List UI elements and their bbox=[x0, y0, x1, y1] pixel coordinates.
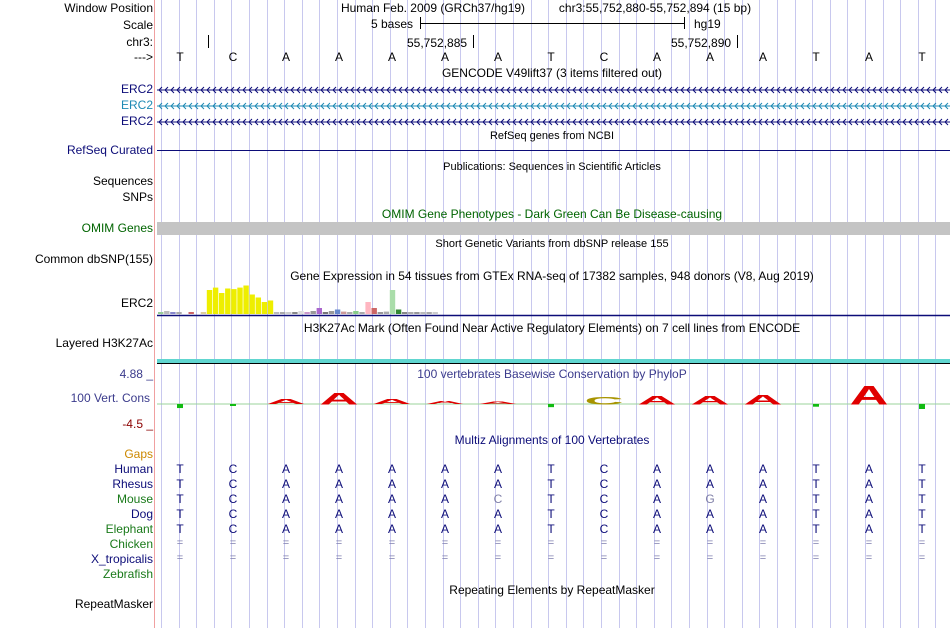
alignment-base: A bbox=[864, 522, 873, 536]
dbsnp-label[interactable]: Common dbSNP(155) bbox=[34, 252, 153, 266]
gtex-tissue-bar[interactable] bbox=[201, 312, 206, 314]
alignment-base: = bbox=[282, 552, 290, 564]
reference-base: T bbox=[812, 50, 820, 64]
gtex-tissue-bar[interactable] bbox=[414, 312, 419, 314]
alignment-base: = bbox=[176, 537, 184, 549]
alignment-base: = bbox=[388, 552, 396, 564]
gtex-tissue-bar[interactable] bbox=[158, 312, 163, 314]
gtex-tissue-bar[interactable] bbox=[256, 298, 261, 315]
gencode-title[interactable]: GENCODE V49lift37 (3 items filtered out) bbox=[441, 66, 663, 80]
gtex-tissue-bar[interactable] bbox=[225, 289, 230, 315]
alignment-base: A bbox=[440, 507, 449, 521]
gtex-tissue-bar[interactable] bbox=[286, 312, 291, 314]
gtex-tissue-bar[interactable] bbox=[384, 312, 389, 314]
alignment-base: = bbox=[865, 537, 873, 549]
omim-feature[interactable] bbox=[157, 222, 950, 235]
gtex-tissue-bar[interactable] bbox=[372, 308, 377, 314]
alignment-base: A bbox=[652, 462, 661, 476]
gtex-tissue-bar[interactable] bbox=[231, 289, 236, 314]
alignment-base: T bbox=[176, 477, 184, 491]
alignment-base: C bbox=[228, 507, 238, 521]
refseq-title[interactable]: RefSeq genes from NCBI bbox=[489, 130, 615, 142]
scale-bar-right bbox=[684, 17, 685, 29]
alignment-base: T bbox=[812, 462, 820, 476]
reference-base: A bbox=[281, 50, 290, 64]
alignment-base: = bbox=[282, 537, 290, 549]
publications-title[interactable]: Publications: Sequences in Scientific Articles bbox=[443, 161, 661, 173]
alignment-base: A bbox=[493, 462, 502, 476]
alignment-base: A bbox=[387, 507, 396, 521]
phylop-title[interactable]: 100 vertebrates Basewise Conservation by PhyloP bbox=[417, 367, 687, 381]
alignment-base: = bbox=[918, 537, 926, 549]
alignment-base: A bbox=[705, 477, 714, 491]
alignment-base: A bbox=[758, 492, 767, 506]
alignment-base: C bbox=[228, 477, 238, 491]
alignment-base: A bbox=[334, 507, 343, 521]
alignment-base: = bbox=[229, 552, 237, 564]
gtex-tissue-bar[interactable] bbox=[341, 312, 346, 314]
alignment-base: T bbox=[176, 507, 184, 521]
alignment-base: A bbox=[652, 507, 661, 521]
gtex-tissue-bar[interactable] bbox=[292, 312, 297, 314]
alignment-base: A bbox=[758, 477, 767, 491]
h3k27ac-label[interactable]: Layered H3K27Ac bbox=[55, 336, 153, 350]
phylop-logo-letter: A bbox=[425, 400, 465, 406]
alignment-base: A bbox=[864, 507, 873, 521]
gencode-transcript-line[interactable] bbox=[157, 102, 950, 110]
alignment-base: = bbox=[918, 552, 926, 564]
alignment-base: A bbox=[758, 522, 767, 536]
gtex-tissue-bar[interactable] bbox=[268, 301, 273, 315]
reference-base: A bbox=[705, 50, 714, 64]
alignment-base: A bbox=[387, 522, 396, 536]
reference-base: C bbox=[599, 50, 609, 64]
reference-base: A bbox=[440, 50, 449, 64]
alignment-base: = bbox=[706, 537, 714, 549]
gtex-tissue-bar[interactable] bbox=[250, 295, 255, 315]
alignment-base: = bbox=[706, 552, 714, 564]
alignment-base: A bbox=[440, 462, 449, 476]
gtex-tissue-bar[interactable] bbox=[237, 288, 242, 314]
phylop-logo[interactable] bbox=[157, 380, 950, 414]
alignment-base: T bbox=[547, 477, 555, 491]
gtex-tissue-bar[interactable] bbox=[329, 311, 334, 314]
gtex-tissue-bar[interactable] bbox=[170, 312, 175, 314]
alignment-base: A bbox=[493, 507, 502, 521]
snps-label[interactable]: SNPs bbox=[122, 190, 153, 204]
alignment-base: A bbox=[705, 522, 714, 536]
alignment-base: A bbox=[334, 522, 343, 536]
phylop-logo-letter: A bbox=[637, 394, 677, 407]
refseq-gene-line[interactable] bbox=[157, 150, 950, 151]
alignment-base: C bbox=[599, 522, 609, 536]
phylop-min-label: -4.5 _ bbox=[122, 417, 153, 431]
alignment-base: A bbox=[652, 522, 661, 536]
phylop-logo-letter: C bbox=[584, 394, 624, 407]
alignment-base: A bbox=[281, 507, 290, 521]
alignment-base: T bbox=[918, 477, 926, 491]
alignment-base: = bbox=[653, 552, 661, 564]
reference-base: A bbox=[334, 50, 343, 64]
gencode-transcript-label[interactable]: ERC2 bbox=[120, 114, 153, 128]
reference-base: A bbox=[864, 50, 873, 64]
reference-base: A bbox=[387, 50, 396, 64]
alignment-base: = bbox=[759, 537, 767, 549]
phylop-logo-letter: A bbox=[690, 394, 730, 407]
assembly-name: Human Feb. 2009 (GRCh37/hg19) bbox=[340, 1, 526, 15]
alignment-base: T bbox=[918, 522, 926, 536]
phylop-max-label: 4.88 _ bbox=[119, 367, 153, 381]
phylop-logo-letter: A bbox=[849, 380, 889, 411]
gtex-tissue-bar[interactable] bbox=[280, 312, 285, 314]
alignment-base: = bbox=[494, 552, 502, 564]
alignment-base: A bbox=[281, 462, 290, 476]
alignment-base: A bbox=[864, 462, 873, 476]
alignment-base: C bbox=[228, 462, 238, 476]
gtex-tissue-bar[interactable] bbox=[402, 312, 407, 314]
dbsnp-title[interactable]: Short Genetic Variants from dbSNP release 155 bbox=[435, 238, 669, 250]
alignment-base: = bbox=[388, 537, 396, 549]
gtex-bar-chart[interactable] bbox=[157, 284, 950, 318]
alignment-base: T bbox=[812, 477, 820, 491]
scale-text: 5 bases bbox=[371, 17, 414, 31]
alignment-base: T bbox=[918, 462, 926, 476]
alignment-base: A bbox=[334, 477, 343, 491]
phylop-negative-bar bbox=[230, 404, 236, 406]
alignment-base: = bbox=[176, 552, 184, 564]
gtex-tissue-bar[interactable] bbox=[353, 311, 358, 314]
gtex-tissue-bar[interactable] bbox=[317, 308, 322, 314]
alignment-base: = bbox=[441, 552, 449, 564]
reference-base: A bbox=[758, 50, 767, 64]
gtex-tissue-bar[interactable] bbox=[420, 312, 425, 314]
species-label[interactable]: Chicken bbox=[109, 537, 153, 551]
alignment-base: C bbox=[228, 522, 238, 536]
species-label[interactable]: Mouse bbox=[116, 492, 153, 506]
alignment-base: T bbox=[547, 492, 555, 506]
reference-base: A bbox=[493, 50, 502, 64]
alignment-base: = bbox=[547, 552, 555, 564]
alignment-base: T bbox=[812, 492, 820, 506]
phylop-negative-bar bbox=[813, 404, 819, 407]
reference-base: C bbox=[228, 50, 238, 64]
species-label[interactable]: Rhesus bbox=[112, 477, 153, 491]
gtex-tissue-bar[interactable] bbox=[359, 312, 364, 314]
phylop-label[interactable]: 100 Vert. Cons bbox=[70, 391, 150, 405]
gencode-transcript-line[interactable] bbox=[157, 86, 950, 94]
omim-title[interactable]: OMIM Gene Phenotypes - Dark Green Can Be Disease-causing bbox=[381, 207, 723, 221]
phylop-negative-bar bbox=[548, 404, 554, 407]
gtex-tissue-bar[interactable] bbox=[396, 310, 401, 315]
gtex-tissue-bar[interactable] bbox=[408, 312, 413, 314]
gtex-tissue-bar[interactable] bbox=[304, 312, 309, 314]
gtex-tissue-bar[interactable] bbox=[335, 310, 340, 315]
alignment-base: C bbox=[599, 462, 609, 476]
phylop-logo-letter: A bbox=[266, 397, 306, 406]
scale-assembly: hg19 bbox=[694, 17, 721, 31]
alignment-base: = bbox=[441, 537, 449, 549]
alignment-base: C bbox=[599, 477, 609, 491]
coord-label-1: 55,752,885 bbox=[407, 36, 468, 50]
alignment-base: T bbox=[547, 522, 555, 536]
alignment-base: A bbox=[387, 492, 396, 506]
alignment-base: = bbox=[653, 537, 661, 549]
scale-label: Scale bbox=[122, 18, 153, 32]
h3k27ac-title[interactable]: H3K27Ac Mark (Often Found Near Active Regulatory Elements) on 7 cell lines from ENCODE bbox=[303, 321, 801, 335]
alignment-base: T bbox=[812, 522, 820, 536]
alignment-base: A bbox=[334, 492, 343, 506]
coord-tick bbox=[737, 35, 738, 48]
gtex-tissue-bar[interactable] bbox=[274, 312, 279, 314]
species-label[interactable]: Elephant bbox=[105, 522, 153, 536]
alignment-base: A bbox=[281, 522, 290, 536]
alignment-base: = bbox=[229, 537, 237, 549]
reference-base: T bbox=[918, 50, 926, 64]
alignment-base: A bbox=[493, 522, 502, 536]
multiz-title[interactable]: Multiz Alignments of 100 Vertebrates bbox=[454, 433, 650, 447]
gtex-tissue-bar[interactable] bbox=[323, 312, 328, 314]
gtex-tissue-bar[interactable] bbox=[426, 312, 431, 314]
alignment-base: T bbox=[176, 492, 184, 506]
alignment-base: A bbox=[652, 492, 661, 506]
alignment-base: T bbox=[547, 462, 555, 476]
gtex-tissue-bar[interactable] bbox=[164, 311, 169, 314]
alignment-base: T bbox=[547, 507, 555, 521]
repeatmasker-label[interactable]: RepeatMasker bbox=[74, 597, 153, 611]
gtex-tissue-bar[interactable] bbox=[365, 302, 370, 314]
side-label-separator bbox=[154, 0, 155, 628]
alignment-base: T bbox=[176, 462, 184, 476]
alignment-base: A bbox=[705, 462, 714, 476]
repeatmasker-title[interactable]: Repeating Elements by RepeatMasker bbox=[449, 583, 655, 597]
alignment-base: A bbox=[652, 477, 661, 491]
alignment-base: A bbox=[758, 507, 767, 521]
gtex-tissue-bar[interactable] bbox=[347, 312, 352, 314]
alignment-base: = bbox=[335, 552, 343, 564]
gtex-tissue-bar[interactable] bbox=[243, 286, 248, 315]
alignment-base: A bbox=[281, 477, 290, 491]
alignment-base: C bbox=[493, 492, 503, 506]
sequences-label[interactable]: Sequences bbox=[92, 174, 153, 188]
coord-label-2: 55,752,890 bbox=[671, 36, 732, 50]
species-label[interactable]: Dog bbox=[130, 507, 153, 521]
alignment-base: T bbox=[176, 522, 184, 536]
phylop-logo-letter: A bbox=[478, 401, 518, 405]
alignment-base: C bbox=[228, 492, 238, 506]
position-readout: chr3:55,752,880-55,752,894 (15 bp) bbox=[558, 1, 752, 15]
h3k27ac-baseline bbox=[157, 363, 950, 364]
alignment-base: T bbox=[812, 507, 820, 521]
gtex-title[interactable]: Gene Expression in 54 tissues from GTEx RNA-seq of 17382 samples, 948 donors (V8, Aug 2019) bbox=[290, 269, 814, 283]
alignment-base: A bbox=[440, 522, 449, 536]
alignment-base: = bbox=[812, 552, 820, 564]
alignment-base: A bbox=[440, 492, 449, 506]
gtex-tissue-bar[interactable] bbox=[213, 288, 218, 314]
phylop-negative-bar bbox=[919, 404, 925, 409]
alignment-base: A bbox=[281, 492, 290, 506]
coord-tick bbox=[473, 35, 474, 48]
alignment-base: A bbox=[864, 477, 873, 491]
alignment-base: T bbox=[918, 492, 926, 506]
coord-tick bbox=[208, 35, 209, 48]
alignment-base: = bbox=[759, 552, 767, 564]
gtex-tissue-bar[interactable] bbox=[298, 311, 303, 314]
alignment-base: A bbox=[387, 477, 396, 491]
gtex-tissue-bar[interactable] bbox=[390, 290, 395, 314]
refseq-label[interactable]: RefSeq Curated bbox=[66, 143, 153, 157]
strand-label: ---> bbox=[134, 50, 153, 64]
alignment-base: = bbox=[812, 537, 820, 549]
gencode-transcript-line[interactable] bbox=[157, 118, 950, 126]
alignment-base: = bbox=[494, 537, 502, 549]
alignment-base: G bbox=[705, 492, 715, 506]
gtex-tissue-bar[interactable] bbox=[189, 312, 194, 314]
phylop-negative-bar bbox=[177, 404, 183, 408]
alignment-base: A bbox=[705, 507, 714, 521]
alignment-base: A bbox=[493, 477, 502, 491]
species-label[interactable]: X_tropicalis bbox=[90, 552, 153, 566]
gaps-label[interactable]: Gaps bbox=[124, 447, 153, 461]
omim-label[interactable]: OMIM Genes bbox=[81, 221, 153, 235]
alignment-base: A bbox=[387, 462, 396, 476]
gtex-tissue-bar[interactable] bbox=[433, 312, 438, 314]
alignment-base: A bbox=[334, 462, 343, 476]
gencode-transcript-label[interactable]: ERC2 bbox=[120, 98, 153, 112]
alignment-base: = bbox=[600, 552, 608, 564]
gtex-tissue-bar[interactable] bbox=[207, 290, 212, 314]
gtex-tissue-bar[interactable] bbox=[262, 302, 267, 314]
window-position-label: Window Position bbox=[64, 1, 153, 15]
species-label[interactable]: Human bbox=[114, 462, 153, 476]
phylop-logo-letter: A bbox=[319, 389, 359, 409]
reference-base: A bbox=[652, 50, 661, 64]
phylop-logo-letter: A bbox=[743, 391, 783, 408]
gtex-label[interactable]: ERC2 bbox=[120, 296, 153, 310]
reference-base: T bbox=[547, 50, 555, 64]
alignment-base: A bbox=[864, 492, 873, 506]
gtex-tissue-bar[interactable] bbox=[176, 312, 181, 314]
gtex-tissue-bar[interactable] bbox=[378, 312, 383, 314]
species-label[interactable]: Zebrafish bbox=[102, 567, 153, 581]
alignment-base: = bbox=[600, 537, 608, 549]
gencode-transcript-label[interactable]: ERC2 bbox=[120, 82, 153, 96]
alignment-base: = bbox=[335, 537, 343, 549]
alignment-base: = bbox=[547, 537, 555, 549]
alignment-base: = bbox=[865, 552, 873, 564]
reference-base: T bbox=[176, 50, 184, 64]
gtex-tissue-bar[interactable] bbox=[219, 293, 224, 314]
chrom-label: chr3: bbox=[126, 35, 153, 49]
phylop-logo-letter: A bbox=[372, 397, 412, 406]
alignment-base: A bbox=[758, 462, 767, 476]
alignment-base: C bbox=[599, 492, 609, 506]
scale-bar bbox=[420, 23, 684, 24]
gtex-tissue-bar[interactable] bbox=[311, 311, 316, 314]
alignment-base: C bbox=[599, 507, 609, 521]
alignment-base: A bbox=[440, 477, 449, 491]
alignment-base: T bbox=[918, 507, 926, 521]
